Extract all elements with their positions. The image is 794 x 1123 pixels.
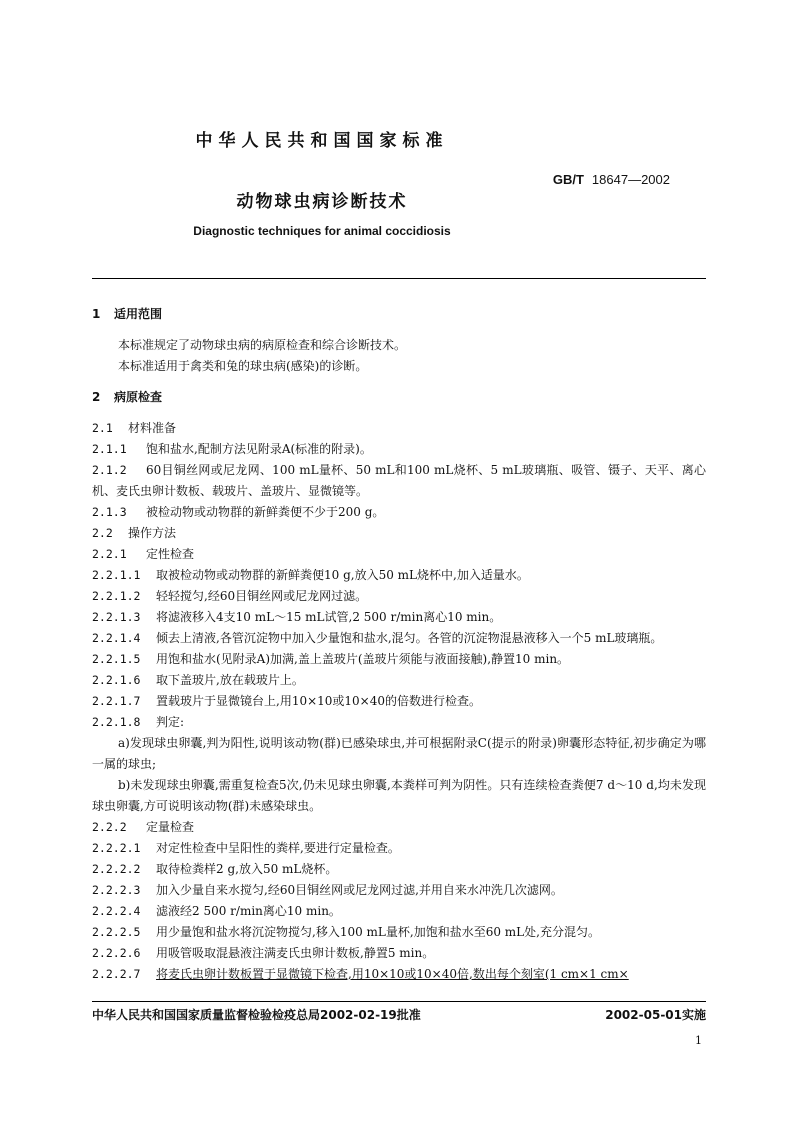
implementation-date: 2002-05-01实施	[605, 1008, 706, 1022]
clause	[92, 502, 706, 523]
clause-number: 2.2.2.2	[92, 862, 141, 876]
document-title-cn: 动物球虫病诊断技术	[236, 192, 408, 212]
clause-text: 将滤液移入4支10 mL～15 mL试管,2 500 r/min离心10 min。	[156, 610, 502, 624]
clause-number: 2.2.1.6	[92, 673, 141, 687]
section-heading-2	[92, 387, 706, 408]
clause	[92, 628, 706, 649]
standard-code: 18647—2002	[591, 172, 670, 187]
clause-number: 2.2.1.3	[92, 610, 141, 624]
clause-text: 用饱和盐水(见附录A)加满,盖上盖玻片(盖玻片须能与液面接触),静置10 min。	[156, 652, 570, 666]
clause-number: 2.2.1.1	[92, 568, 141, 582]
clause-text: 取待检粪样2 g,放入50 mL烧杯。	[156, 862, 338, 876]
clause-number: 2.2.2.1	[92, 841, 141, 855]
clause-number: 2.2.1	[92, 547, 127, 561]
clause	[92, 460, 706, 502]
clause-number: 2.2.1.5	[92, 652, 141, 666]
clause	[92, 418, 706, 439]
clause-text: 倾去上清液,各管沉淀物中加入少量饱和盐水,混匀。各管的沉淀物混悬液移入一个5 mL玻璃瓶。	[156, 631, 663, 645]
clause-number: 2.1.2	[92, 463, 127, 477]
clause-text: 定性检查	[146, 547, 195, 561]
clause	[92, 565, 706, 586]
header-divider	[92, 278, 706, 279]
clause	[92, 859, 706, 880]
section-number: 1	[92, 307, 101, 321]
clause	[92, 439, 706, 460]
clause-number: 2.1.1	[92, 442, 127, 456]
clause	[92, 922, 706, 943]
clause-number: 2.2.2.6	[92, 946, 141, 960]
clause-text: 轻轻搅匀,经60目铜丝网或尼龙网过滤。	[156, 589, 368, 603]
standard-number	[553, 172, 670, 187]
section-title: 病原检查	[114, 390, 163, 404]
clause	[92, 838, 706, 859]
clause	[92, 670, 706, 691]
section-number: 2	[92, 390, 101, 404]
clause	[92, 544, 706, 565]
clause-text: 被检动物或动物群的新鲜粪便不少于200 g。	[146, 505, 385, 519]
clause-number: 2.1.3	[92, 505, 127, 519]
footer-divider	[92, 1001, 706, 1002]
clause-number: 2.2.1.8	[92, 715, 141, 729]
clause-text: 判定:	[156, 715, 185, 729]
clause	[92, 901, 706, 922]
clause-text: 饱和盐水,配制方法见附录A(标准的附录)。	[146, 442, 372, 456]
clause-number: 2.2.2.7	[92, 967, 141, 981]
judgement-item-a: a)发现球虫卵囊,判为阳性,说明该动物(群)已感染球虫,并可根据附录C(提示的附录)卵囊形态特征,初步确定为哪一属的球虫;	[92, 736, 706, 771]
standard-prefix: GB/T	[552, 172, 584, 187]
clause-text: 对定性检查中呈阳性的粪样,要进行定量检查。	[156, 841, 400, 855]
page-number: 1	[695, 1034, 702, 1047]
section-heading-1	[92, 304, 706, 325]
clause	[92, 586, 706, 607]
clause-number: 2.2.2.5	[92, 925, 141, 939]
clause	[92, 817, 706, 838]
clause-number: 2.2.2.4	[92, 904, 141, 918]
clause-text: 用吸管吸取混悬液注满麦氏虫卵计数板,静置5 min。	[156, 946, 435, 960]
clause-text: 材料准备	[128, 421, 177, 435]
document-body	[92, 302, 706, 985]
clause-text: 操作方法	[128, 526, 177, 540]
paragraph: 本标准适用于禽类和兔的球虫病(感染)的诊断。	[118, 359, 368, 373]
clause-text: 置载玻片于显微镜台上,用10×10或10×40的倍数进行检查。	[156, 694, 482, 708]
clause-text: 滤液经2 500 r/min离心10 min。	[156, 904, 341, 918]
clause-number: 2.2.1.4	[92, 631, 141, 645]
clause	[92, 523, 706, 544]
clause	[92, 649, 706, 670]
clause	[92, 712, 706, 733]
clause	[92, 691, 706, 712]
document-title-en: Diagnostic techniques for animal coccidiosis	[193, 224, 451, 238]
section-title: 适用范围	[114, 307, 163, 321]
clause-text: 60目铜丝网或尼龙网、100 mL量杯、50 mL和100 mL烧杯、5 mL玻璃瓶、吸管、镊子、天平、离心机、麦氏虫卵计数板、载玻片、盖玻片、显微镜等。	[92, 463, 706, 498]
paragraph: 本标准规定了动物球虫病的病原检查和综合诊断技术。	[118, 338, 407, 352]
clause-number: 2.1	[92, 421, 113, 435]
clause	[92, 964, 706, 985]
clause	[92, 943, 706, 964]
clause-number: 2.2.1.2	[92, 589, 141, 603]
clause-number: 2.2.2	[92, 820, 127, 834]
standard-category-title: 中华人民共和国国家标准	[195, 131, 449, 151]
clause-text: 定量检查	[146, 820, 195, 834]
clause-text: 将麦氏虫卵计数板置于显微镜下检查,用10×10或10×40倍,数出每个刻室(1 cm×1 cm×	[156, 967, 629, 981]
approval-statement: 中华人民共和国国家质量监督检验检疫总局2002-02-19批准	[92, 1008, 421, 1022]
clause	[92, 880, 706, 901]
clause-text: 取被检动物或动物群的新鲜粪便10 g,放入50 mL烧杯中,加入适量水。	[156, 568, 529, 582]
clause-number: 2.2.1.7	[92, 694, 141, 708]
clause-number: 2.2	[92, 526, 113, 540]
clause	[92, 607, 706, 628]
clause-text: 加入少量自来水搅匀,经60目铜丝网或尼龙网过滤,并用自来水冲洗几次滤网。	[156, 883, 563, 897]
clause-text: 用少量饱和盐水将沉淀物搅匀,移入100 mL量杯,加饱和盐水至60 mL处,充分混匀。	[156, 925, 600, 939]
clause-number: 2.2.2.3	[92, 883, 141, 897]
clause-text: 取下盖玻片,放在载玻片上。	[156, 673, 304, 687]
judgement-item-b: b)未发现球虫卵囊,需重复检查5次,仍未见球虫卵囊,本粪样可判为阴性。只有连续检查粪便7 d～10 d,均未发现球虫卵囊,方可说明该动物(群)未感染球虫。	[92, 778, 706, 813]
